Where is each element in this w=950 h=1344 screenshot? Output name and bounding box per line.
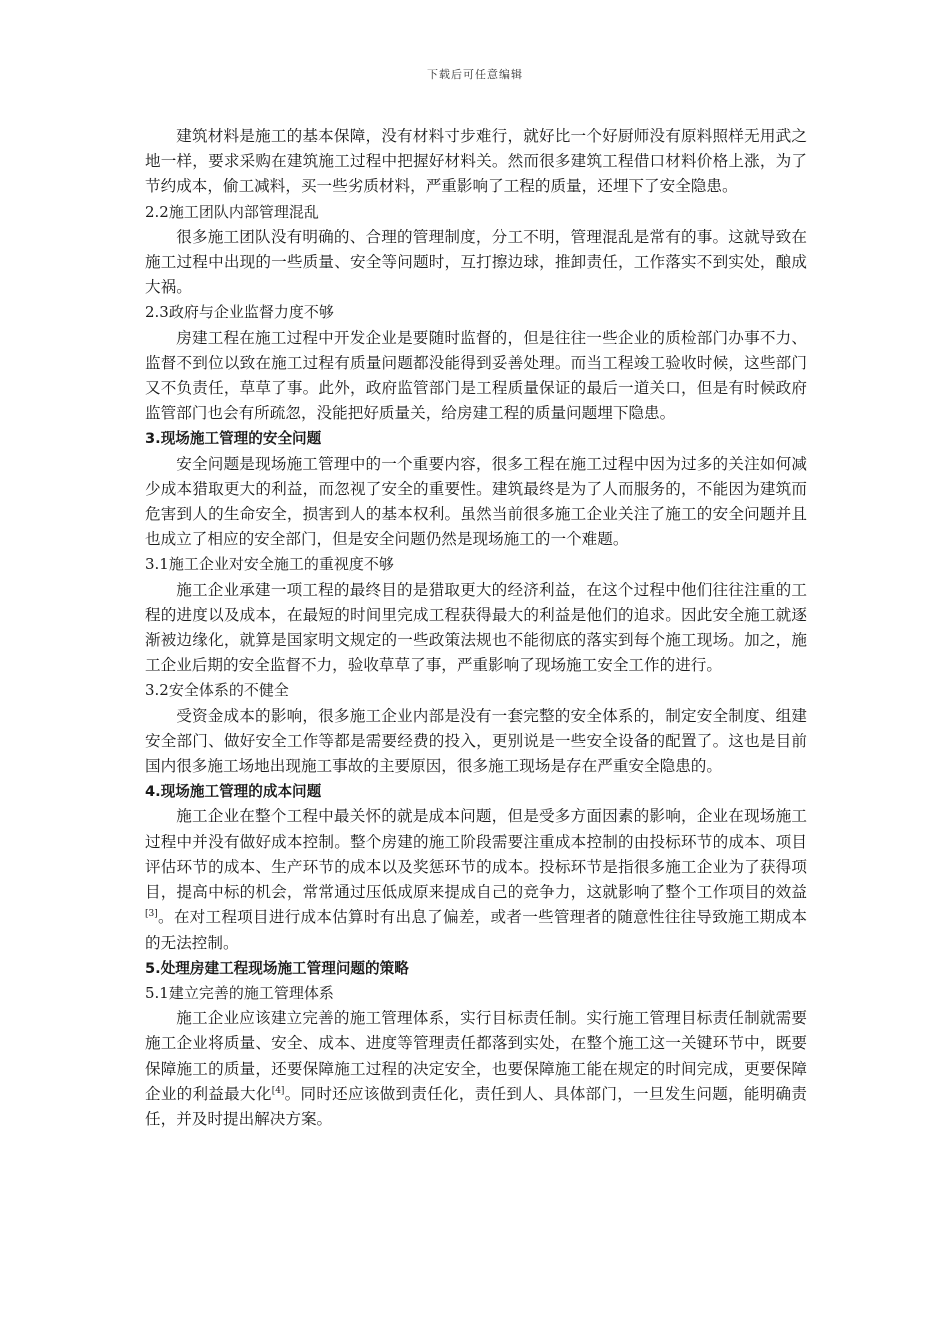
heading-5: 5.处理房建工程现场施工管理问题的策略 xyxy=(145,959,409,977)
heading-3: 3.现场施工管理的安全问题 xyxy=(145,430,322,448)
paragraph-cost xyxy=(145,804,807,955)
paragraph-management-text: 施工企业应该建立完善的施工管理体系，实行目标责任制。实行施工管理目标责任制就需要施工企业将质量、安全、成本、进度等管理责任都落到实处，在整个施工这一关键环节中，既要保障施工的质量，还要保障施工过程的决定安全，也要保障施工能在规定的时间完成，更要保障企业的利益最大化 xyxy=(145,1009,807,1103)
paragraph-management-system xyxy=(145,1006,807,1132)
paragraph-cost-tail: 。在对工程项目进行成本估算时有出息了偏差，或者一些管理者的随意性往往导致施工期成本的无法控制。 xyxy=(145,908,807,952)
paragraph-management-tail: 。同时还应该做到责任化，责任到人、具体部门，一旦发生问题，能明确责任，并及时提出解决方案。 xyxy=(145,1084,807,1128)
document-body xyxy=(145,124,807,1132)
citation-3: [3] xyxy=(145,909,158,920)
page-header-note: 下载后可任意编辑 xyxy=(427,68,523,81)
heading-3-1: 3.1施工企业对安全施工的重视度不够 xyxy=(145,555,394,574)
heading-2-2: 2.2施工团队内部管理混乱 xyxy=(145,202,319,221)
heading-5-1: 5.1建立完善的施工管理体系 xyxy=(145,983,334,1002)
heading-2-3: 2.3政府与企业监督力度不够 xyxy=(145,303,334,322)
paragraph-materials: 建筑材料是施工的基本保障，没有材料寸步难行，就好比一个好厨师没有原料照样无用武之地一样，要求采购在建筑施工过程中把握好材料关。然而很多建筑工程借口材料价格上涨，为了节约成本，偷工减料，买一些劣质材料，严重影响了工程的质量，还埋下了安全隐患。 xyxy=(145,127,807,196)
paragraph-safety-system: 受资金成本的影响，很多施工企业内部是没有一套完整的安全体系的，制定安全制度、组建安全部门、做好安全工作等都是需要经费的投入，更别说是一些安全设备的配置了。这也是目前国内很多施工场地出现施工事故的主要原因，很多施工现场是存在严重安全隐患的。 xyxy=(145,706,807,776)
heading-4: 4.现场施工管理的成本问题 xyxy=(145,783,322,801)
paragraph-safety-intro: 安全问题是现场施工管理中的一个重要内容，很多工程在施工过程中因为过多的关注如何减少成本猎取更大的利益，而忽视了安全的重要性。建筑最终是为了人而服务的，不能因为建筑而危害到人的生命安全，损害到人的基本权利。虽然当前很多施工企业关注了施工的安全问题并且也成立了相应的安全部门，但是安全问题仍然是现场施工的一个难题。 xyxy=(145,454,807,549)
paragraph-team-management: 很多施工团队没有明确的、合理的管理制度，分工不明，管理混乱是常有的事。这就导致在施工过程中出现的一些质量、安全等问题时，互打擦边球，推卸责任，工作落实不到实处，酿成大祸。 xyxy=(145,227,807,297)
citation-4: [4] xyxy=(271,1085,285,1096)
paragraph-supervision: 房建工程在施工过程中开发企业是要随时监督的，但是往往一些企业的质检部门办事不力、监督不到位以致在施工过程有质量问题都没能得到妥善处理。而当工程竣工验收时候，这些部门又不负责任，草草了事。此外，政府监管部门是工程质量保证的最后一道关口，但是有时候政府监管部门也会有所疏忽，没能把好质量关，给房建工程的质量问题埋下隐患。 xyxy=(145,328,807,423)
paragraph-cost-text: 施工企业在整个工程中最关怀的就是成本问题，但是受多方面因素的影响，企业在现场施工过程中并没有做好成本控制。整个房建的施工阶段需要注重成本控制的由投标环节的成本、项目评估环节的成本、生产环节的成本以及奖惩环节的成本。投标环节是指很多施工企业为了获得项目，提高中标的机会，常常通过压低成原来提成自己的竞争力，这就影响了整个工作项目的效益 xyxy=(145,807,807,902)
paragraph-safety-attention: 施工企业承建一项工程的最终目的是猎取更大的经济利益，在这个过程中他们往往注重的工程的进度以及成本，在最短的时间里完成工程获得最大的利益是他们的追求。因此安全施工就逐渐被边缘化，就算是国家明文规定的一些政策法规也不能彻底的落实到每个施工现场。加之，施工企业后期的安全监督不力，验收草草了事，严重影响了现场施工安全工作的进行。 xyxy=(145,580,807,675)
heading-3-2: 3.2安全体系的不健全 xyxy=(145,681,289,700)
